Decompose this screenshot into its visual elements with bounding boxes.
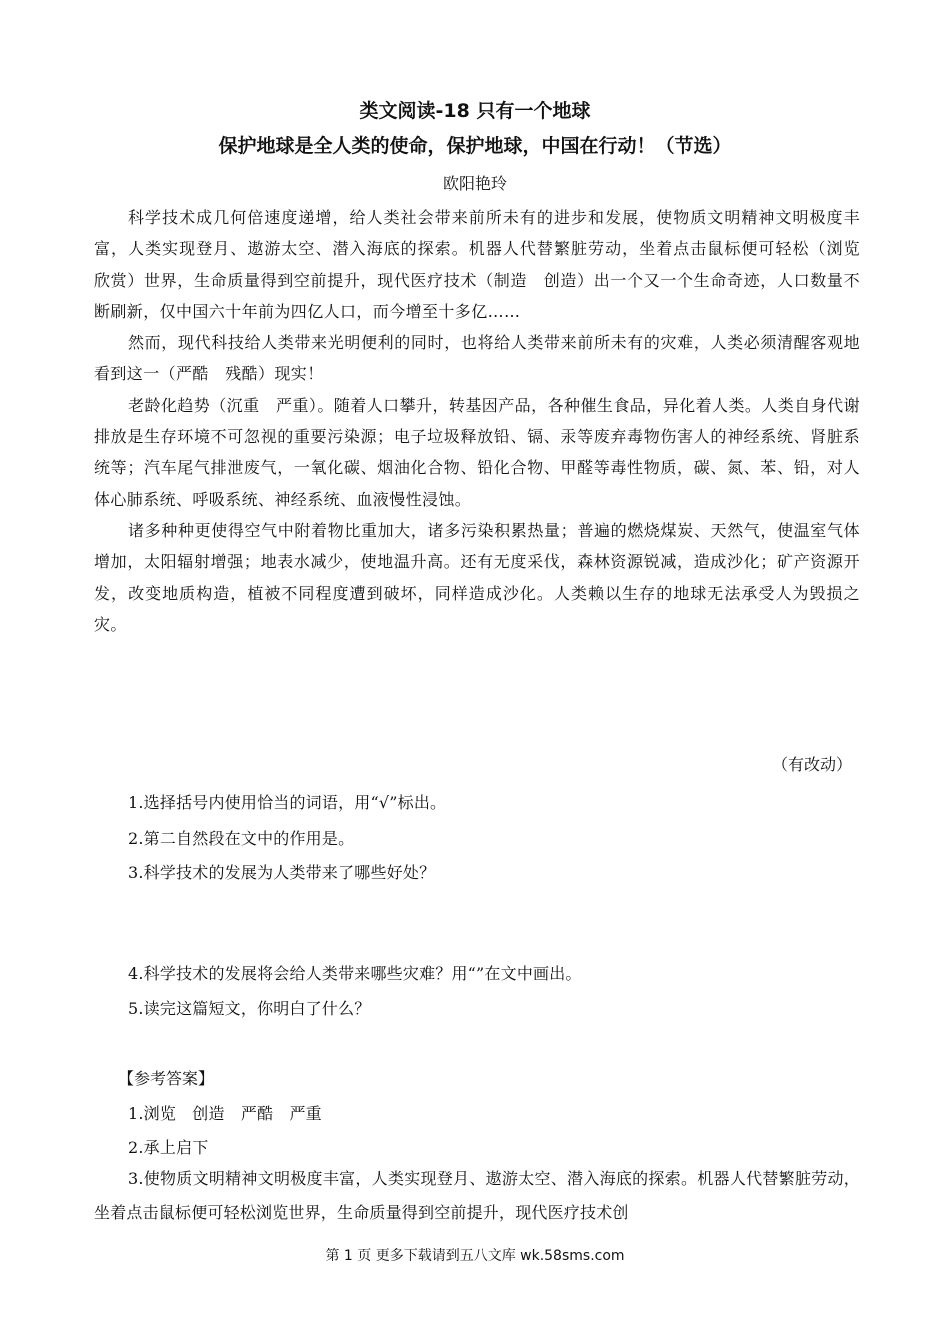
answer-item: 1.浏览 创造 严酷 严重: [128, 1104, 322, 1123]
answers-heading: 【参考答案】: [118, 1069, 215, 1088]
question-item: 1.选择括号内使用恰当的词语，用“√”标出。: [128, 793, 447, 812]
article-body: [94, 202, 877, 640]
question-item: 2.第二自然段在文中的作用是。: [128, 829, 355, 848]
question-item: 4.科学技术的发展将会给人类带来哪些灾难？用“”在文中画出。: [128, 964, 582, 983]
document-subtitle: 保护地球是全人类的使命，保护地球，中国在行动！（节选）: [218, 135, 732, 157]
author-name: 欧阳艳玲: [442, 174, 507, 193]
article-paragraph: 然而，现代科技给人类带来光明便利的同时，也将给人类带来前所未有的灾难，人类必须清醒客观地看到这一（严酷 残酷）现实！: [94, 333, 860, 384]
question-item: 5.读完这篇短文，你明白了什么？: [128, 999, 371, 1018]
article-paragraph: 诸多种种更使得空气中附着物比重加大，诸多污染积累热量；普遍的燃烧煤炭、天然气，使温室气体增加，太阳辐射增强；地表水减少，使地温升高。还有无度采伐，森林资源锐减，造成沙化；矿产资源开发，改变地质构造，植被不同程度遭到破坏，同样造成沙化。人类赖以生存的地球无法承受人为毁损之灾。: [94, 520, 860, 634]
article-paragraph: 科学技术成几何倍速度递增，给人类社会带来前所未有的进步和发展，使物质文明精神文明极度丰富，人类实现登月、遨游太空、潜入海底的探索。机器人代替繁脏劳动，坐着点击鼠标便可轻松（浏览 欣赏）世界，生命质量得到空前提升，现代医疗技术（制造 创造）出一个又一个生命奇迹，人口数量不断刷新，仅中国六十年前为四亿人口，而今增至十多亿……: [94, 208, 877, 321]
answer-item: 2.承上启下: [128, 1138, 209, 1157]
answer-item: 3.使物质文明精神文明极度丰富，人类实现登月、遨游太空、潜入海底的探索。机器人代替繁脏劳动，坐着点击鼠标便可轻松浏览世界，生命质量得到空前提升，现代医疗技术创: [94, 1169, 860, 1222]
question-item: 3.科学技术的发展为人类带来了哪些好处？: [128, 863, 436, 882]
edit-note: （有改动）: [771, 755, 852, 774]
answer-block: [94, 1162, 860, 1230]
document-title: 类文阅读-18 只有一个地球: [359, 100, 591, 122]
page-footer: 第 1 页 更多下载请到五八文库 wk.58sms.com: [325, 1248, 625, 1264]
article-paragraph: 老龄化趋势（沉重 严重）。随着人口攀升，转基因产品，各种催生食品，异化着人类。人类自身代谢排放是生存环境不可忽视的重要污染源；电子垃圾释放铅、镉、汞等废弃毒物伤害人的神经系统、肾脏系统等；汽车尾气排泄废气，一氧化碳、烟油化合物、铅化合物、甲醛等毒性物质，碳、氮、苯、铅，对人体心肺系统、呼吸系统、神经系统、血液慢性浸蚀。: [94, 395, 860, 509]
